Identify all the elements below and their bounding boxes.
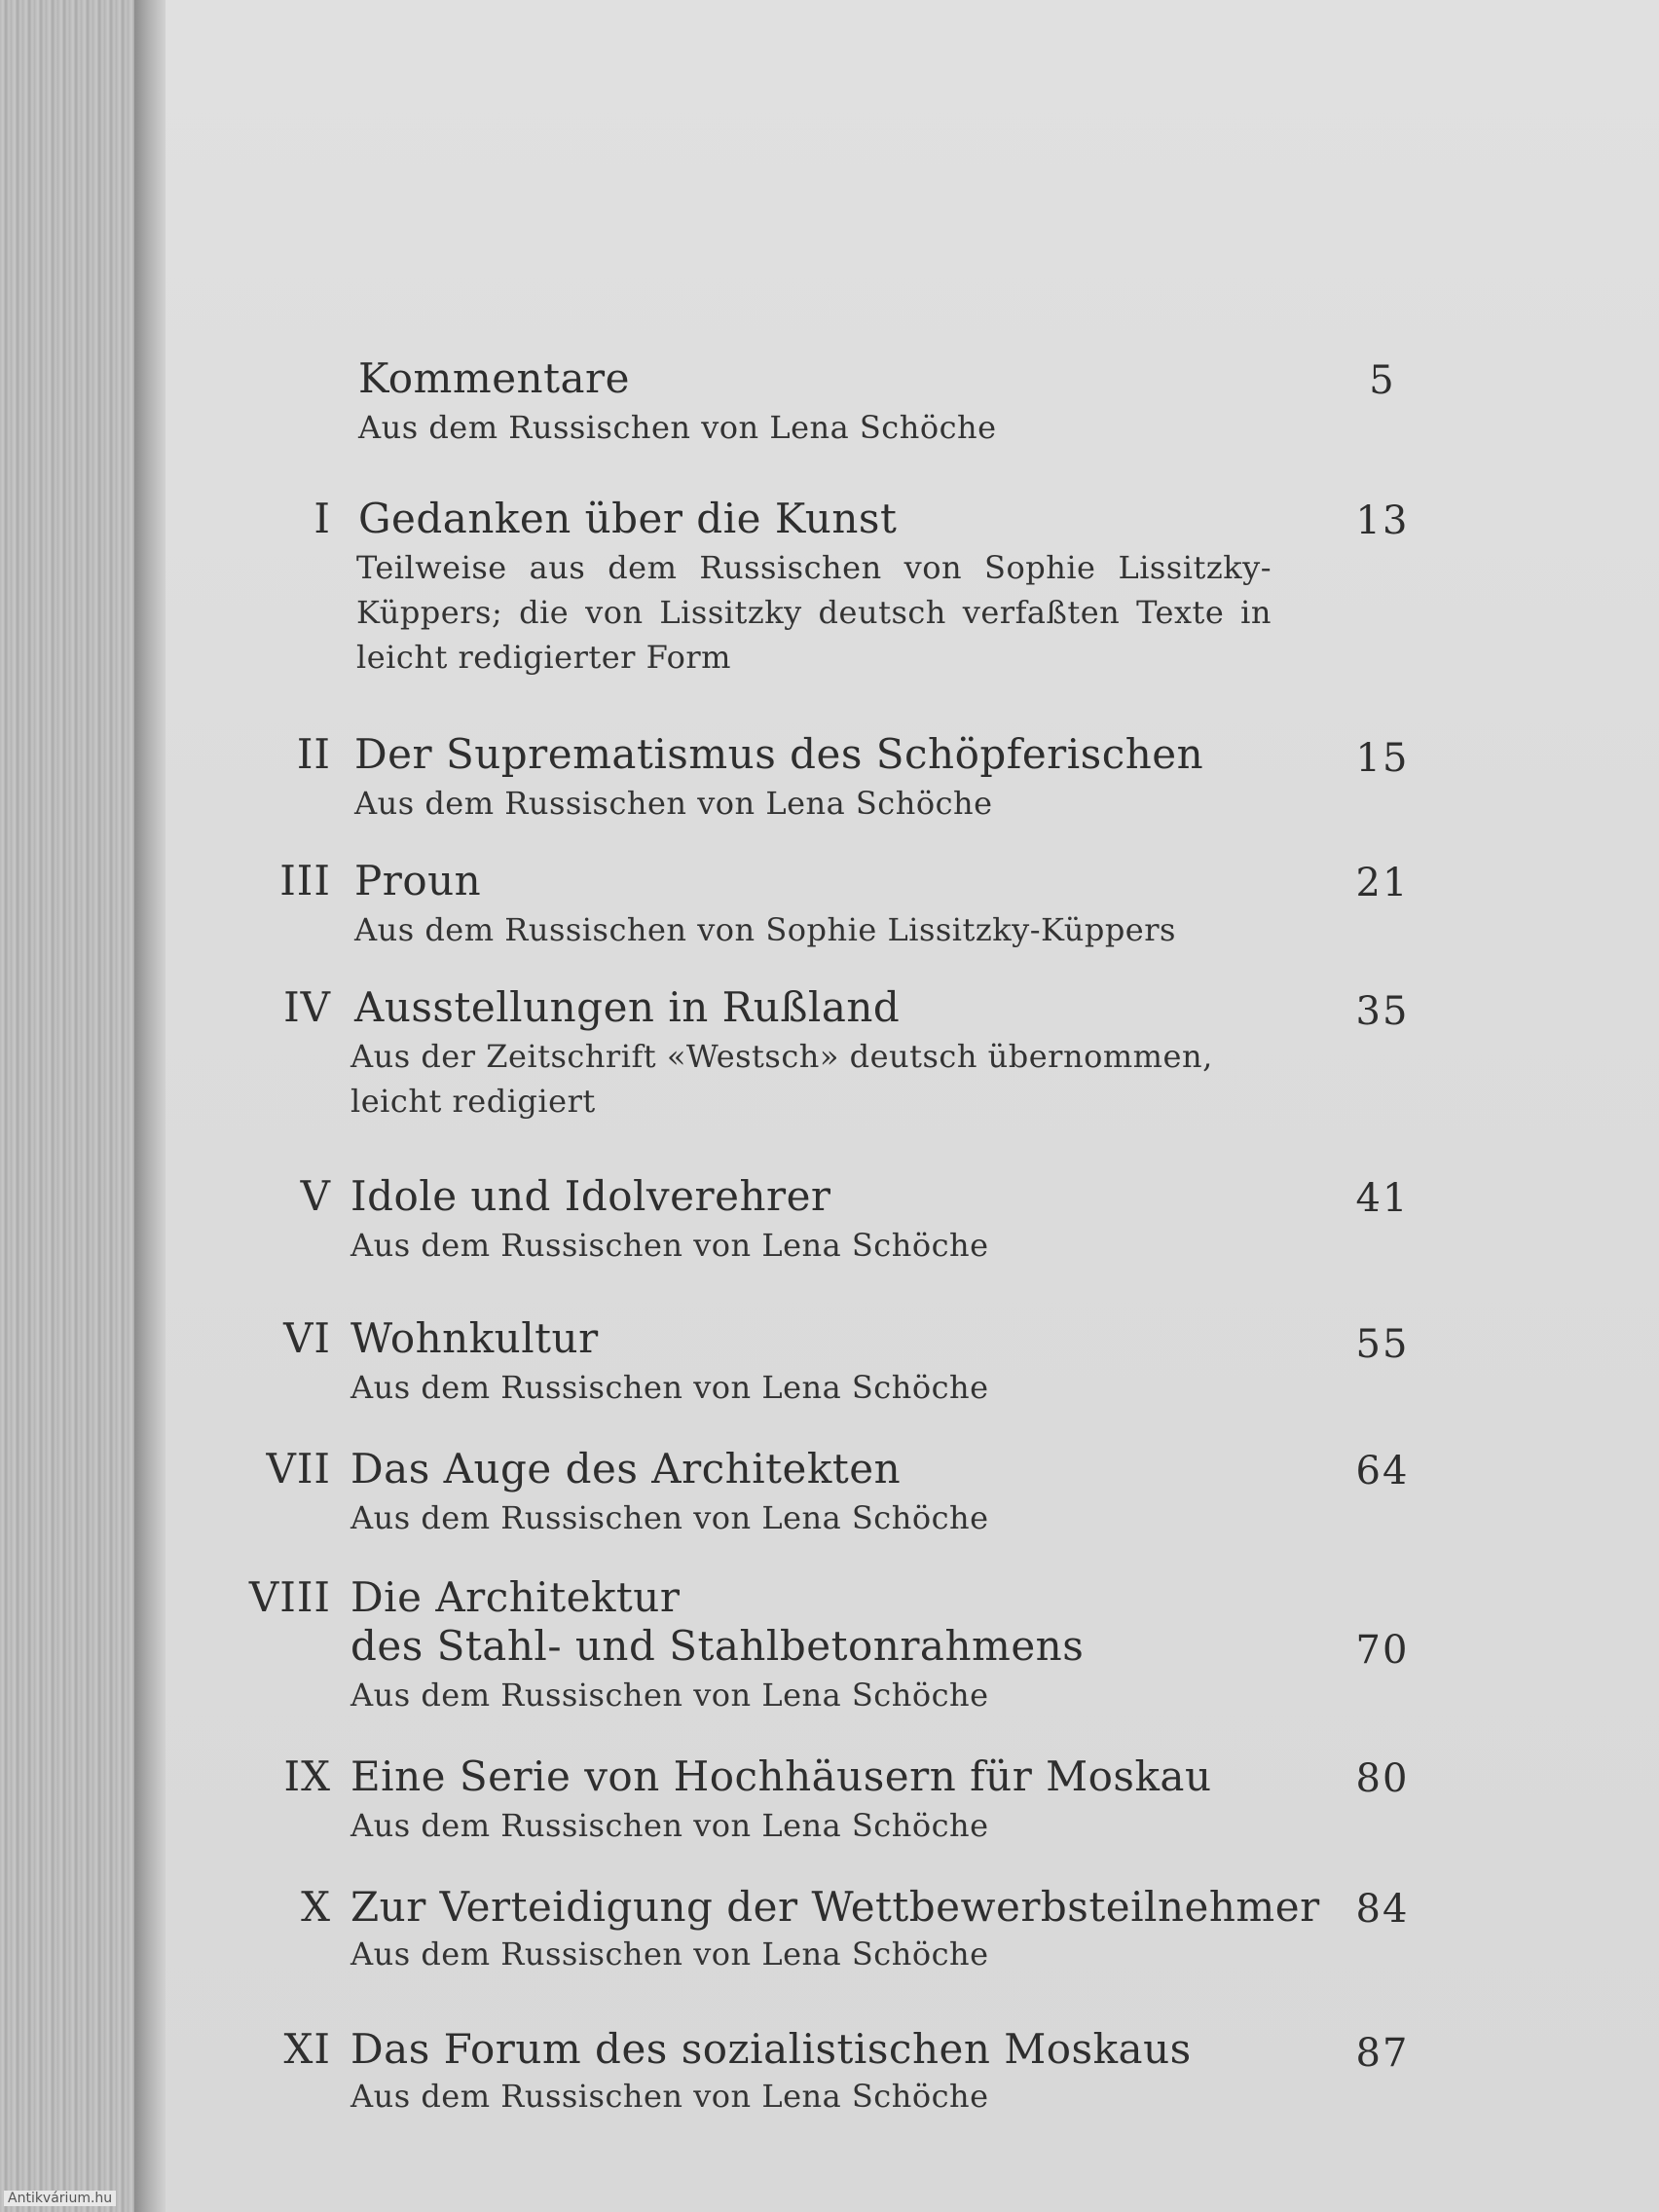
- entry-translator-note: Aus dem Russischen von Lena Schöche: [350, 1369, 989, 1406]
- entry-title: Proun: [354, 857, 482, 904]
- entry-numeral: IV: [283, 983, 331, 1031]
- entry-page-number: 13: [1355, 498, 1410, 543]
- entry-translator-note: Aus dem Russischen von Sophie Lissitzky-Küppers: [354, 911, 1176, 948]
- entry-title: Das Auge des Architekten: [350, 1445, 902, 1493]
- entry-title: Idole und Idolverehrer: [350, 1172, 831, 1220]
- entry-title: Der Suprematismus des Schöpferischen: [354, 730, 1204, 778]
- entry-title: Eine Serie von Hochhäusern für Moskau: [350, 1752, 1212, 1800]
- entry-numeral: V: [300, 1172, 331, 1220]
- entry-page-number: 70: [1355, 1628, 1410, 1673]
- entry-numeral: II: [296, 730, 331, 778]
- entry-page-number: 21: [1355, 861, 1410, 905]
- entry-page-number: 5: [1369, 358, 1396, 403]
- entry-page-number: 55: [1355, 1322, 1410, 1367]
- entry-title: Ausstellungen in Rußland: [354, 983, 901, 1031]
- entry-title: Kommentare: [358, 354, 630, 402]
- entry-numeral: VII: [266, 1445, 331, 1493]
- entry-translator-note: Aus dem Russischen von Lena Schöche: [350, 1499, 989, 1536]
- entry-page-number: 64: [1355, 1449, 1410, 1493]
- entry-numeral: IX: [283, 1752, 331, 1800]
- entry-page-number: 84: [1355, 1887, 1410, 1932]
- entry-translator-note: Aus dem Russischen von Lena Schöche: [350, 1936, 989, 1972]
- entry-translator-note: Teilweise aus dem Russischen von Sophie Lissitzky-Küppers; die von Lissitzky deutsch verfaßten Texte in leicht redigierter Form: [356, 549, 1272, 676]
- entry-translator-note: Aus dem Russischen von Lena Schöche: [350, 1807, 989, 1844]
- entry-numeral: III: [279, 857, 331, 904]
- entry-translator-note: Aus dem Russischen von Lena Schöche: [350, 1227, 989, 1264]
- entry-numeral: VI: [283, 1314, 331, 1362]
- entry-page-number: 80: [1355, 1756, 1410, 1801]
- entry-translator-note: Aus dem Russischen von Lena Schöche: [350, 1677, 989, 1714]
- entry-title: Das Forum des sozialistischen Moskaus: [350, 2025, 1192, 2073]
- entry-page-number: 87: [1355, 2031, 1410, 2076]
- watermark-text: Antikvárium.hu: [4, 2191, 116, 2206]
- entry-page-number: 41: [1355, 1176, 1410, 1221]
- entry-title-continuation: des Stahl- und Stahlbetonrahmens: [350, 1622, 1085, 1670]
- entry-translator-note: Aus der Zeitschrift «Westsch» deutsch übernommen, leicht redigiert: [350, 1038, 1213, 1120]
- entry-translator-note: Aus dem Russischen von Lena Schöche: [354, 785, 993, 822]
- entry-translator-note: Aus dem Russischen von Lena Schöche: [358, 409, 997, 446]
- entry-numeral: X: [301, 1883, 331, 1931]
- entry-title: Die Architektur: [350, 1573, 681, 1621]
- entry-numeral: VIII: [248, 1573, 331, 1621]
- entry-translator-note: Aus dem Russischen von Lena Schöche: [350, 2078, 989, 2115]
- entry-numeral: XI: [283, 2025, 331, 2073]
- entry-numeral: I: [313, 495, 331, 542]
- entry-title: Gedanken über die Kunst: [358, 495, 898, 542]
- entry-title: Wohnkultur: [350, 1314, 599, 1362]
- entry-page-number: 15: [1355, 736, 1410, 781]
- entry-page-number: 35: [1355, 989, 1410, 1034]
- entry-title: Zur Verteidigung der Wettbewerbsteilnehmer: [350, 1883, 1320, 1931]
